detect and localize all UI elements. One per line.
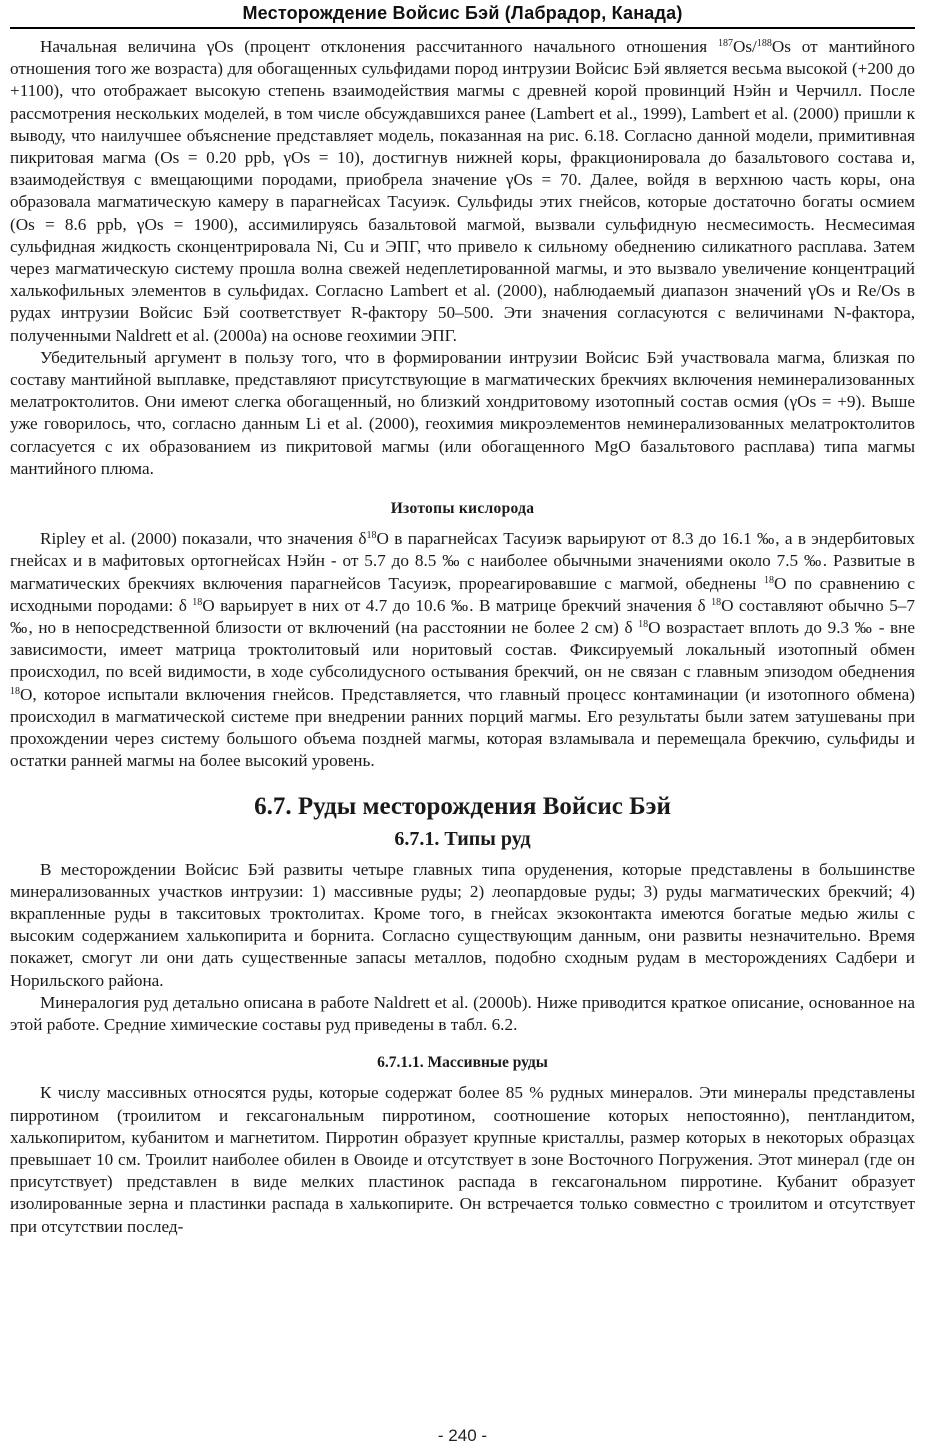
page-body (10, 36, 915, 1238)
subsection-heading: 6.7.1. Типы руд (394, 827, 531, 850)
text-run: Os/ (732, 37, 757, 56)
text-run: Ripley et al. (2000) показали, что значения δ (40, 529, 367, 549)
text-run: O составляют обычно 5–7 ‰, но в непосредственной близости от включений (на расстоянии не более 2 см) δ (10, 595, 915, 638)
paragraph-oxygen-isotopes (10, 528, 915, 772)
superscript: 18 (711, 596, 722, 608)
subheading-massive-ores: 6.7.1.1. Массивные руды (377, 1054, 548, 1072)
running-header: Месторождение Войсис Бэй (Лабрадор, Канада) (10, 0, 915, 29)
paragraph-mantle-argument: Убедительный аргумент в пользу того, что в формировании интрузии Войсис Бэй участвовала магма, близкая по составу мантийной выплавке, представляют присутствующие в магматических брекчиях включения неминерализованных мелатроктолитов. Они имеют слегка обогащенный, но близкий хондритовому изотопный состав осмия (γOs = +9). Выше уже говорилось, что, согласно данным Li et al. (2000), геохимия микроэлементов неминерализованных мелатроктолитов согласуется с их образованием из пикритовой магмы (или обогащенного MgO базальтового расплава) типа магмы мантийного плюма. (10, 347, 915, 478)
superscript: 187 (717, 38, 733, 49)
superscript: 18 (10, 685, 20, 697)
paragraph-massive-ores: К числу массивных относятся руды, которые содержат более 85 % рудных минералов. Эти минералы представлены пирротином (троилитом и гексагональным пирротином, соотношение которых непостоянно), пентландитом, халькопиритом, кубанитом и магнетитом. Пирротин образует крупные кристаллы, размер которых в некоторых образцах превышает 10 см. Троилит наиболее обилен в Овоиде и отсутствует в зоне Восточного Погружения. Этот минерал (где он присутствует) представлен в виде мелких пластинок распада в гексагональном пирротине. Кубанит образует изолированные зерна и пластинки распада в халькопирите. Он встречается только совместно с троилитом и отсутствует при отсутствии послед- (10, 1083, 915, 1236)
paragraph-osmium-isotopes (10, 36, 915, 347)
text-run: O по сравнению с исходными породами: δ (10, 573, 915, 615)
text-run: O варьирует в них от 4.7 до 10.6 ‰. В матрице брекчий значения δ (202, 595, 712, 615)
text-run: Начальная величина γOs (процент отклонения рассчитанного начального отношения (40, 37, 718, 56)
text-run: O, которое испытали включения гнейсов. Представляется, что главный процесс контаминации (и изотопного обмена) происходил в магматической системе при внедрении ранних порций магмы. Его результаты были затем затушеваны при прохождении через систему большого объема поздней магмы, которая взламывала и перемещала брекчию, сульфиды и остатки ранней магмы на более высокий уровень. (10, 684, 915, 771)
text-run: O возрастает вплоть до 9.3 ‰ - вне зависимости, имеет матрица троктолитовый или норитовый состав. Фиксируемый локальный изотопный обмен происходил, по всей видимости, в ходе субсолидусного остывания брекчий, он не связан с главным эпизодом обеднения (10, 618, 915, 682)
superscript: 188 (756, 38, 772, 49)
text-run: O в парагнейсах Тасуиэк варьируют от 8.3 до 16.1 ‰, а в эндербитовых гнейсах и в мафитовых ортогнейсах Нэйн - от 5.7 до 8.5 ‰ с наиболее обычными значениями около 7.5 ‰. Развитые в магматических брекчиях включения парагнейсов Тасуиэк, прореагировавшие с магмой, обеднены (10, 529, 916, 593)
superscript: 18 (764, 574, 775, 586)
superscript: 18 (366, 530, 377, 542)
paragraph-ore-types: В месторождении Войсис Бэй развиты четыре главных типа оруденения, которые представлены в большинстве минерализованных участков интрузии: 1) массивные руды; 2) леопардовые руды; 3) руды магматических брекчий; 4) вкрапленные руды в такситовых троктолитах. Кроме того, в гнейсах экзоконтакта имеются богатые медью жилы с высоким содержанием халькопирита и борнита. Согласно существующим данным, они развиты незначительно. Время покажет, смогут ли они дать существенные запасы металлов, подобно сходным рудам в месторождениях Садбери и Норильского района. (10, 859, 915, 990)
text-run: Os от мантийного отношения того же возраста) для обогащенных сульфидами пород интрузии Войсис Бэй является весьма высокой (+200 до +1100), что отображает высокую степень взаимодействия магмы с древней корой провинций Нэйн и Черчилл. После рассмотрения нескольких моделей, в том числе обсуждавшихся ранее (Lambert et al., 1999), Lambert et al. (2000) пришли к выводу, что наилучшее объяснение представляет модель, показанная на рис. 6.18. Согласно данной модели, примитивная пикритовая магма (Os = 0.20 ppb, γOs = 10), достигнув нижней коры, фракционировала до базальтового состава и, взаимодействуя с вмещающими породами, приобрела значение γOs = 70. Далее, войдя в верхнюю часть коры, она образовала магматическую камеру в парагнейсах Тасуиэк. Сульфиды этих гнейсов, которые достаточно богаты осмием (Os = 8.6 ppb, γOs = 1900), ассимилируясь базальтовой магмой, вызвали сульфидную несмесимость. Несмесимая сульфидная жидкость сконцентрировала Ni, Cu и ЭПГ, что привело к сильному обеднению силикатного расплава. Затем через магматическую систему прошла волна свежей недеплетированной магмы, и это вызвало увеличение концентраций халькофильных элементов в сульфидах. Согласно Lambert et al. (2000), наблюдаемый диапазон значений γOs и Re/Os в рудах интрузии Войсис Бэй соответствует R-фактору 50–500. Эти значения согласуются с величинами N-фактора, полученными Naldrett et al. (2000a) на основе геохимии ЭПГ. (10, 37, 916, 345)
paragraph-mineralogy: Минералогия руд детально описана в работе Naldrett et al. (2000b). Ниже приводится краткое описание, основанное на этой работе. Средние химические составы руд приведены в табл. 6.2. (10, 992, 915, 1034)
subheading-oxygen-isotopes: Изотопы кислорода (390, 500, 535, 518)
section-heading: 6.7. Руды месторождения Войсис Бэй (254, 792, 671, 820)
superscript: 18 (192, 596, 203, 608)
page-number: - 240 - (437, 1426, 488, 1445)
superscript: 18 (638, 619, 649, 631)
